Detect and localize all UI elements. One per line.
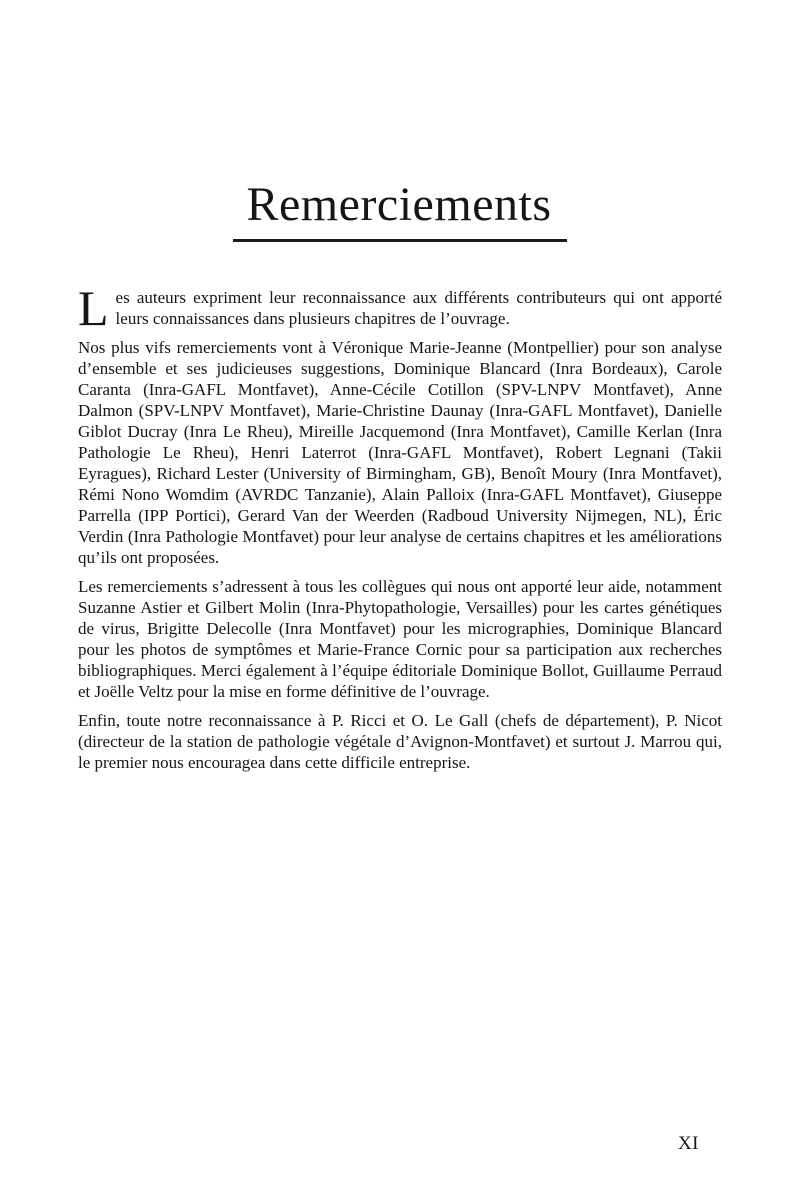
paragraph-colleagues: Les remerciements s’adressent à tous les collègues qui nous ont apporté leur aide, notamment Suzanne Astier et Gilbert Molin (Inra-Phytopathologie, Versailles) pour les cartes génétiques de virus, Brigitte Delecolle (Inra Montfavet) pour les micrographies, Dominique Blancard pour les photos de symptômes et Marie-France Cornic pour sa participation aux recherches bibliographiques. Merci également à l’équipe éditoriale Dominique Bollot, Guillaume Perraud et Joëlle Veltz pour la mise en forme définitive de l’ouvrage. (78, 576, 722, 701)
drop-cap: L (78, 279, 109, 336)
page-title: Remerciements (233, 180, 566, 242)
paragraph-intro-text: es auteurs expriment leur reconnaissance aux différents contributeurs qui ont apporté leurs connaissances dans plusieurs chapitres de l’ouvrage. (115, 287, 722, 328)
acknowledgments-body (78, 279, 722, 773)
paragraph-contributors: Nos plus vifs remerciements vont à Véronique Marie-Jeanne (Montpellier) pour son analyse d’ensemble et ses judicieuses suggestions, Dominique Blancard (Inra Bordeaux), Carole Caranta (Inra-GAFL Montfavet), Anne-Cécile Cotillon (SPV-LNPV Montfavet), Anne Dalmon (SPV-LNPV Montfavet), Marie-Christine Daunay (Inra-GAFL Montfavet), Danielle Giblot Ducray (Inra Le Rheu), Mireille Jacquemond (Inra Montfavet), Camille Kerlan (Inra Pathologie Le Rheu), Henri Laterrot (Inra-GAFL Montfavet), Robert Legnani (Takii Eyragues), Richard Lester (University of Birmingham, GB), Benoît Moury (Inra Montfavet), Rémi Nono Womdim (AVRDC Tanzanie), Alain Palloix (Inra-GAFL Montfavet), Giuseppe Parrella (IPP Portici), Gerard Van der Weerden (Radboud University Nijmegen, NL), Éric Verdin (Inra Pathologie Montfavet) pour leur analyse de certains chapitres et les améliorations qu’ils ont proposées. (78, 337, 722, 567)
paragraph-intro (78, 279, 722, 336)
page-number: XI (677, 1133, 699, 1154)
paragraph-final: Enfin, toute notre reconnaissance à P. Ricci et O. Le Gall (chefs de département), P. Nicot (directeur de la station de pathologie végétale d’Avignon-Montfavet) et surtout J. Marrou qui, le premier nous encouragea dans cette difficile entreprise. (78, 710, 722, 772)
